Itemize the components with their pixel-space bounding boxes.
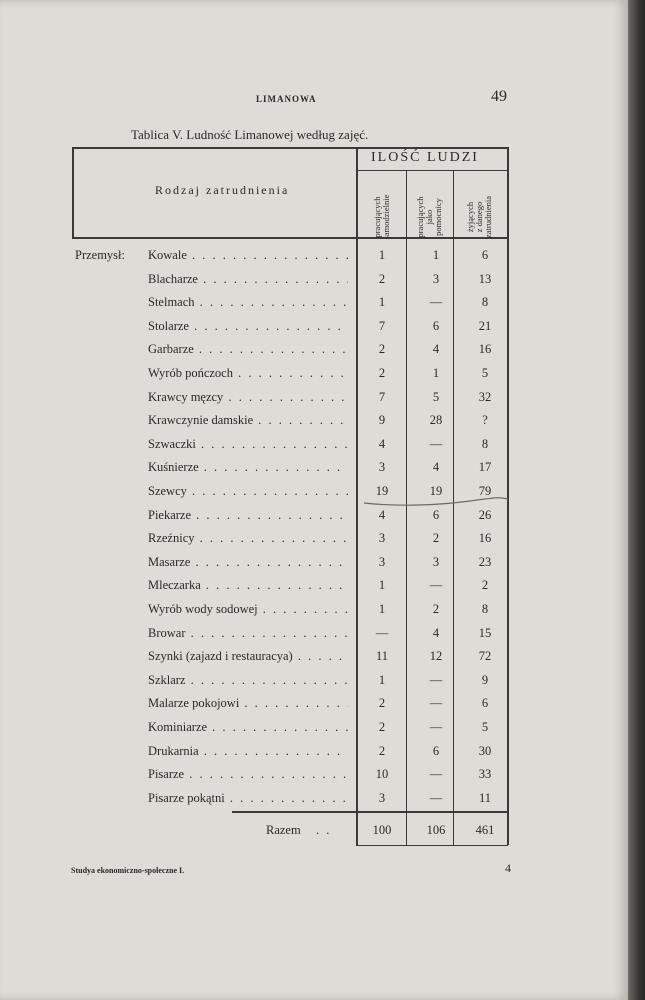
header-number-of-people: ILOŚĆ LUDZI: [371, 150, 479, 165]
cell-dependents: 8: [481, 436, 489, 451]
cell-assistants: 1: [432, 366, 440, 380]
total-leader-dots: . .: [316, 823, 332, 837]
cell-dependents: 21: [478, 318, 492, 333]
header-occupation-type: Rodzaj zatrudnienia: [155, 183, 290, 197]
running-title: LIMANOWA: [256, 94, 317, 104]
cell-independent: —: [375, 625, 389, 640]
cell-assistants: —: [429, 436, 443, 451]
cell-independent: 7: [378, 389, 386, 404]
row-label: Szwaczki . . .: [148, 437, 348, 452]
table-row: [0, 409, 628, 432]
column-header-independent: pracujących samodzielnie: [372, 194, 391, 240]
cell-assistants: —: [429, 672, 443, 687]
cell-dependents: 11: [478, 790, 492, 805]
cell-dependents: 2: [481, 578, 489, 593]
cell-independent: 3: [378, 460, 386, 475]
printer-signature-mark: 4: [505, 861, 511, 875]
cell-independent: 19: [375, 484, 389, 498]
cell-assistants: —: [429, 767, 443, 782]
column-header-assistants: pracujących jako pomocnicy: [414, 196, 443, 238]
cell-independent: 2: [378, 342, 386, 357]
cell-dependents: 8: [481, 295, 489, 310]
cell-independent: 3: [378, 531, 386, 546]
total-independent: 100: [372, 823, 392, 837]
table-row: [0, 244, 628, 267]
table-row: [0, 338, 628, 361]
table-row: [0, 763, 628, 786]
row-label: Blacharze . . .: [148, 272, 348, 287]
row-label: Szewcy . . .: [148, 484, 348, 499]
cell-independent: 4: [378, 507, 386, 522]
row-label: Mleczarka . . .: [148, 578, 348, 593]
cell-independent: 11: [375, 649, 389, 664]
cell-dependents: 9: [481, 672, 489, 687]
cell-independent: 2: [378, 366, 386, 380]
total-label: Razem: [266, 823, 301, 837]
cell-dependents: 16: [478, 531, 492, 546]
cell-dependents: 72: [478, 649, 492, 664]
table-row: [0, 527, 628, 550]
table-row: [0, 598, 628, 621]
cell-independent: 1: [378, 578, 386, 593]
table-title: Tablica V. Ludność Limanowej według zajęć.: [131, 127, 369, 142]
row-label: Krawcy męzcy . . .: [148, 390, 348, 405]
cell-assistants: —: [429, 720, 443, 734]
row-label: Kuśnierze . . .: [148, 460, 348, 475]
cell-assistants: 6: [432, 743, 440, 758]
table-row: [0, 480, 628, 503]
row-label: Rzeźnicy . . .: [148, 531, 348, 546]
cell-independent: 1: [378, 672, 386, 687]
cell-dependents: ?: [482, 413, 488, 428]
row-label: Szklarz . . .: [148, 673, 348, 688]
cell-assistants: 28: [429, 413, 443, 428]
cell-dependents: 5: [481, 720, 489, 734]
table-row: [0, 692, 628, 715]
cell-assistants: 2: [432, 531, 440, 546]
table-row: [0, 716, 628, 739]
cell-dependents: 5: [481, 366, 489, 380]
cell-assistants: —: [429, 790, 443, 805]
cell-independent: 2: [378, 720, 386, 734]
row-label: Piekarze . . .: [148, 508, 348, 523]
cell-independent: 1: [378, 248, 386, 262]
row-label: Kowale . . .: [148, 248, 348, 263]
cell-independent: 2: [378, 271, 386, 286]
pencil-underline-mark: [360, 491, 510, 507]
row-label: Drukarnia . . .: [148, 744, 348, 759]
row-label: Stolarze . . .: [148, 319, 348, 334]
total-assistants: 106: [426, 823, 446, 837]
row-label: Stelmach . . .: [148, 295, 348, 310]
cell-independent: 7: [378, 318, 386, 333]
table-row: [0, 574, 628, 597]
cell-dependents: 17: [478, 460, 492, 475]
table-row: [0, 456, 628, 479]
cell-independent: 9: [378, 413, 386, 428]
cell-dependents: 30: [478, 743, 492, 758]
row-label: Masarze . . .: [148, 555, 348, 570]
cell-dependents: 13: [478, 271, 492, 286]
row-label: Kominiarze . . .: [148, 720, 348, 735]
cell-assistants: —: [429, 696, 443, 711]
page-number: 49: [491, 88, 507, 105]
row-label: Wyrób pończoch . . .: [148, 366, 348, 381]
group-header-rule: [356, 170, 508, 171]
cell-assistants: 3: [432, 554, 440, 569]
row-label: Garbarze . . .: [148, 342, 348, 357]
row-label: Wyrób wody sodowej . . .: [148, 602, 348, 617]
row-label: Malarze pokojowi . . .: [148, 696, 348, 711]
section-label: Przemysł:: [75, 248, 125, 262]
cell-independent: 3: [378, 790, 386, 805]
table-row: [0, 740, 628, 763]
series-footnote: Studya ekonomiczno-społeczne I.: [71, 866, 185, 875]
cell-dependents: 16: [478, 342, 492, 357]
cell-assistants: 5: [432, 389, 440, 404]
cell-assistants: 1: [432, 248, 440, 262]
table-row: [0, 386, 628, 409]
cell-dependents: 26: [478, 507, 492, 522]
table-row: [0, 291, 628, 314]
cell-assistants: —: [429, 578, 443, 593]
total-dependents: 461: [475, 823, 495, 837]
row-label: Szynki (zajazd i restauracya) . . .: [148, 649, 348, 664]
cell-assistants: 19: [429, 484, 443, 498]
column-header-dependents: żyjących z danego zatrudnienia: [464, 196, 493, 239]
book-edge: [628, 0, 645, 1000]
cell-dependents: 6: [481, 248, 489, 262]
cell-independent: 1: [378, 295, 386, 310]
cell-independent: 10: [375, 767, 389, 782]
cell-dependents: 15: [478, 625, 492, 640]
table-top-rule: [72, 147, 508, 149]
table-row: [0, 362, 628, 385]
cell-assistants: 12: [429, 649, 443, 664]
cell-dependents: 33: [478, 767, 492, 782]
table-row: [0, 645, 628, 668]
row-label: Pisarze pokątni . . .: [148, 791, 348, 806]
cell-dependents: 23: [478, 554, 492, 569]
table-row: [0, 433, 628, 456]
table-row: [0, 268, 628, 291]
cell-dependents: 32: [478, 389, 492, 404]
cell-assistants: 6: [432, 507, 440, 522]
cell-assistants: 2: [432, 602, 440, 616]
row-label: Pisarze . . .: [148, 767, 348, 782]
row-label: Krawczynie damskie . . .: [148, 413, 348, 428]
cell-independent: 2: [378, 696, 386, 711]
table-row: [0, 669, 628, 692]
table-row: [0, 315, 628, 338]
table-row: [0, 787, 628, 810]
total-bottom-rule: [356, 845, 508, 846]
table-row: [0, 622, 628, 645]
cell-assistants: 4: [432, 625, 440, 640]
cell-assistants: —: [429, 295, 443, 310]
left-vertical-rule: [72, 147, 74, 238]
table-row: [0, 551, 628, 574]
table-row: [0, 504, 628, 527]
cell-dependents: 6: [481, 696, 489, 711]
cell-assistants: 6: [432, 318, 440, 333]
cell-independent: 4: [378, 436, 386, 451]
row-label: Browar . . .: [148, 626, 348, 641]
cell-independent: 2: [378, 743, 386, 758]
body-bottom-rule: [232, 811, 508, 813]
cell-assistants: 3: [432, 271, 440, 286]
cell-independent: 1: [378, 602, 386, 616]
cell-assistants: 4: [432, 460, 440, 475]
cell-assistants: 4: [432, 342, 440, 357]
cell-independent: 3: [378, 554, 386, 569]
cell-dependents: 8: [481, 602, 489, 616]
cell-dependents: 79: [478, 484, 492, 498]
